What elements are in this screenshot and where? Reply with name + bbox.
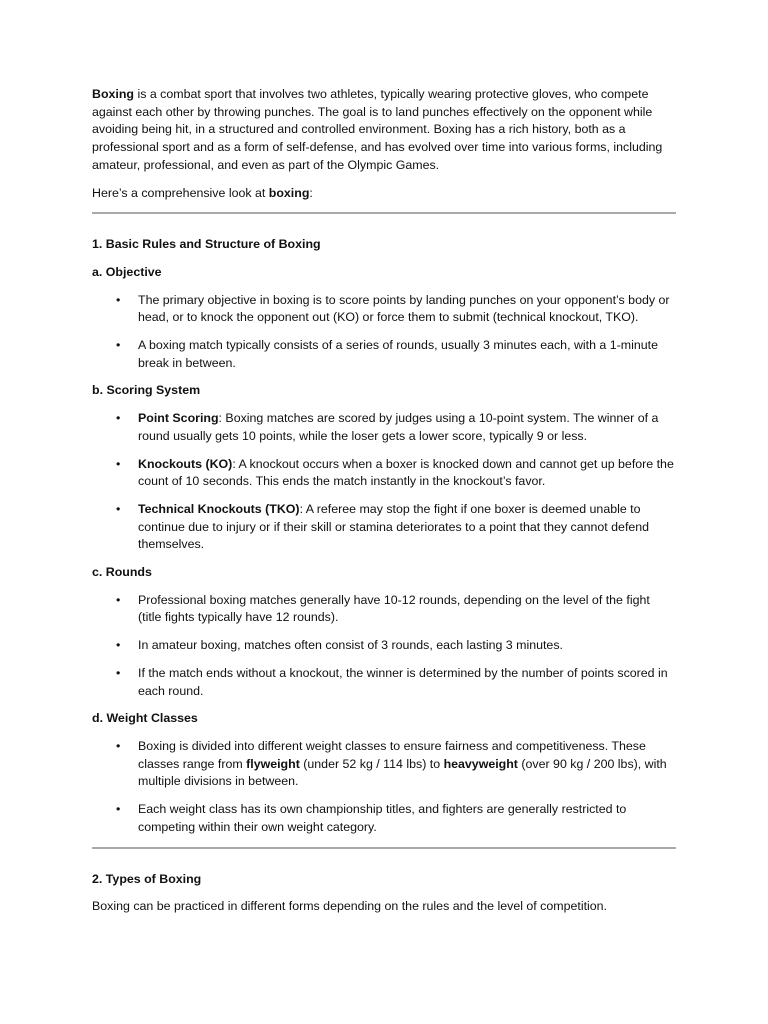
list-item-term: flyweight: [246, 756, 300, 771]
rounds-list: [92, 592, 676, 701]
list-item-term: Point Scoring: [138, 411, 219, 426]
lead-text: Here’s a comprehensive look at: [92, 185, 269, 200]
list-item-text: : A knockout occurs when a boxer is knocked down and cannot get up before the count of 10 seconds. This ends the match instantly in the knockout’s favor.: [138, 456, 674, 489]
scoring-heading: b. Scoring System: [92, 383, 201, 398]
objective-heading: a. Objective: [92, 264, 162, 279]
rounds-heading: c. Rounds: [92, 565, 152, 580]
list-item: [138, 738, 676, 791]
list-item-term: Technical Knockouts (TKO): [138, 501, 300, 516]
weight-classes-list: [92, 738, 676, 837]
objective-list: [92, 292, 676, 373]
list-item: • The primary objective in boxing is to score points by landing punches on your opponent’s body or head, or to knock the opponent out (KO) or force them to submit (technical knockout, TKO).: [138, 292, 676, 327]
list-item-text: Boxing is divided into different weight classes to ensure fairness and competitiveness. These classes range from: [138, 738, 646, 771]
section-2-paragraph: Boxing can be practiced in different forms depending on the rules and the level of competition.: [92, 899, 607, 914]
list-item: • If the match ends without a knockout, the winner is determined by the number of points scored in each round.: [138, 665, 676, 700]
section-divider: [92, 212, 676, 214]
intro-term: Boxing: [92, 87, 134, 101]
lead-colon: :: [309, 185, 313, 200]
list-item-term: heavyweight: [443, 756, 518, 771]
lead-paragraph: [92, 185, 676, 203]
intro-paragraph: [92, 86, 676, 175]
list-item-term: Knockouts (KO): [138, 456, 233, 471]
section-2-heading: 2. Types of Boxing: [92, 871, 202, 886]
section-1-heading: 1. Basic Rules and Structure of Boxing: [92, 237, 321, 252]
list-item: • Each weight class has its own championship titles, and fighters are generally restricted to competing within their own weight category.: [138, 801, 676, 836]
intro-text: is a combat sport that involves two athletes, typically wearing protective gloves, who compete against each other by throwing punches. The goal is to land punches effectively on the opponent while avoiding being hit, in a structured and controlled environment. Boxing has a rich history, both as a professional sport and as a form of self-defense, and has evolved over time into various forms, including amateur, professional, and even as part of the Olympic Games.: [92, 87, 663, 172]
list-item: • In amateur boxing, matches often consist of 3 rounds, each lasting 3 minutes.: [138, 637, 676, 655]
list-item: [138, 410, 676, 445]
list-item: [138, 501, 676, 554]
section-divider: [92, 847, 676, 849]
lead-term: boxing: [268, 185, 310, 200]
scoring-list: [92, 410, 676, 554]
list-item-text: (under 52 kg / 114 lbs) to: [299, 756, 444, 771]
list-item: • A boxing match typically consists of a series of rounds, usually 3 minutes each, with a 1-minute break in between.: [138, 337, 676, 372]
list-item-text: : A referee may stop the fight if one boxer is deemed unable to continue due to injury or if their skill or stamina deteriorates to a point that they cannot defend themselves.: [138, 501, 650, 552]
list-item-text: (over 90 kg / 200 lbs), with multiple divisions in between.: [138, 756, 667, 789]
list-item: [138, 456, 676, 491]
weight-classes-heading: d. Weight Classes: [92, 711, 198, 726]
list-item: • Professional boxing matches generally have 10-12 rounds, depending on the level of the fight (title fights typically have 12 rounds).: [138, 592, 676, 627]
list-item-text: : Boxing matches are scored by judges using a 10-point system. The winner of a round usually gets 10 points, while the loser gets a lower score, typically 9 or less.: [138, 411, 659, 443]
